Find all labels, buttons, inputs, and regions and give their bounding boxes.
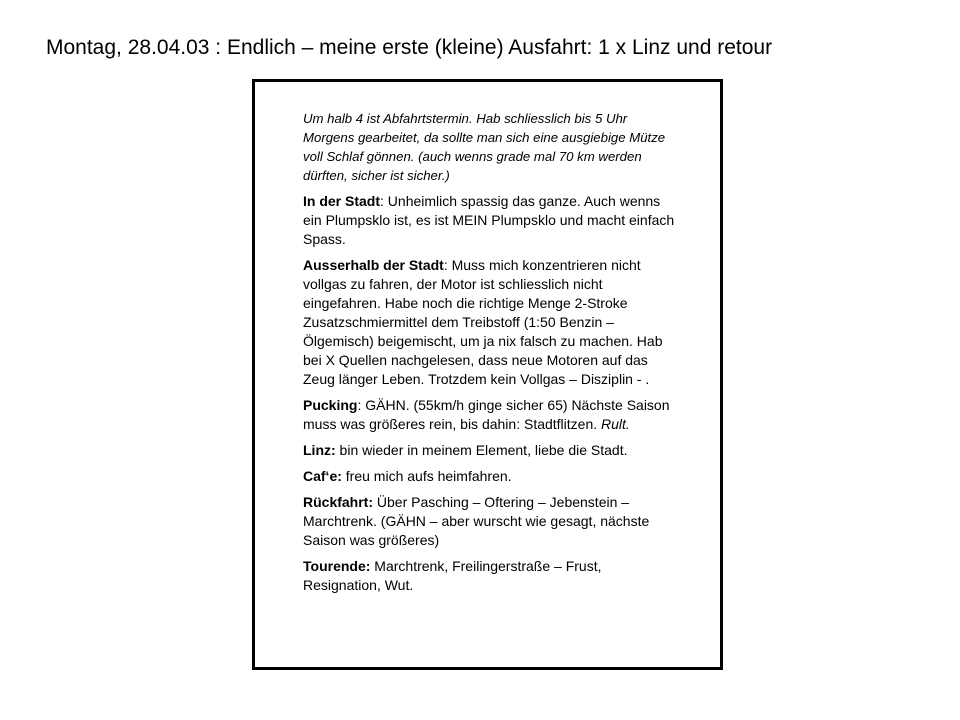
section-text: Über Pasching – Oftering – Jebenstein – Marchtrenk. (GÄHN – aber wurscht wie gesagt, nächste Saison was größeres) xyxy=(303,494,650,548)
section-text: : Muss mich konzentrieren nicht vollgas zu fahren, der Motor ist schliesslich nicht eingefahren. Habe noch die richtige Menge 2-Stroke Zusatzschmiermittel dem Treibstoff (1:50 Benzin – Ölgemisch) beigemischt, um ja nix falsch zu machen. Hab bei X Quellen nachgelesen, dass neue Motoren auf das Zeug länger Leben. Trotzdem kein Vollgas – Disziplin - . xyxy=(303,257,663,387)
section-label: Rückfahrt: xyxy=(303,494,374,510)
intro-paragraph: Um halb 4 ist Abfahrtstermin. Hab schliesslich bis 5 Uhr Morgens gearbeitet, da sollte man sich eine ausgiebige Mütze voll Schlaf gönnen. (auch wenns grade mal 70 km werden dürften, sicher ist sicher.) xyxy=(303,111,666,183)
section-label: Pucking xyxy=(303,397,358,413)
section-label: Linz: xyxy=(303,442,336,458)
section-text: Marchtrenk, Freilingerstraße – Frust, Resignation, Wut. xyxy=(303,558,602,593)
section-rueckfahrt xyxy=(303,493,681,550)
section-text: freu mich aufs heimfahren. xyxy=(341,468,512,484)
slide-title: Montag, 28.04.03 : Endlich – meine erste (kleine) Ausfahrt: 1 x Linz und retour xyxy=(46,36,773,59)
section-label: Tourende: xyxy=(303,558,371,574)
section-ausserhalb-der-stadt xyxy=(303,256,681,389)
section-label: Caf‘e: xyxy=(303,468,342,484)
section-label: Ausserhalb der Stadt xyxy=(303,257,444,273)
section-label: In der Stadt xyxy=(303,193,381,209)
text-frame xyxy=(252,79,723,670)
section-cafe xyxy=(303,467,681,486)
section-pucking xyxy=(303,396,681,434)
diary-content xyxy=(303,109,681,602)
section-linz xyxy=(303,441,681,460)
section-emphasis: Rult. xyxy=(601,416,630,432)
section-text: : GÄHN. (55km/h ginge sicher 65) Nächste Saison muss was größeres rein, bis dahin: Stadtflitzen. xyxy=(303,397,670,432)
section-text: bin wieder in meinem Element, liebe die Stadt. xyxy=(335,442,628,458)
section-text: : Unheimlich spassig das ganze. Auch wenns ein Plumpsklo ist, es ist MEIN Plumpsklo und macht einfach Spass. xyxy=(303,193,675,247)
section-tourende xyxy=(303,557,681,595)
section-in-der-stadt xyxy=(303,192,681,249)
